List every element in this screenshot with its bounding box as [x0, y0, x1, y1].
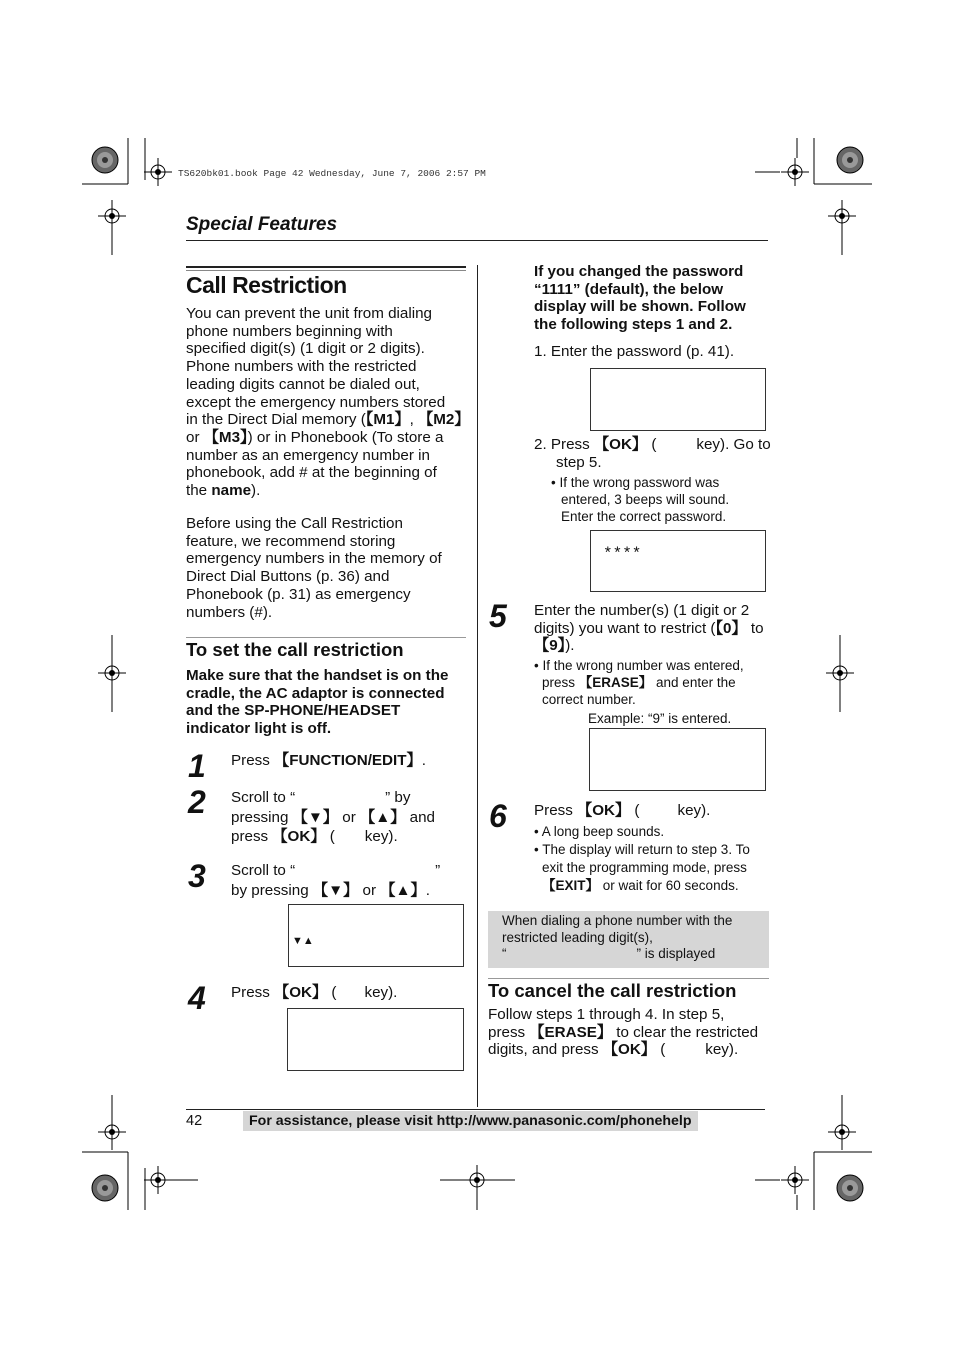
set-heading: To set the call restriction: [186, 639, 404, 660]
restriction-note-box: When dialing a phone number with the restricted leading digit(s), “ ” is displayed: [488, 911, 769, 968]
header-rule: [186, 240, 768, 241]
footer-rule: [186, 1109, 765, 1110]
section-title: Special Features: [186, 214, 338, 235]
password-note: If you changed the password “1111” (default), the below display will be shown. Follow the following steps 1 and 2.: [534, 263, 746, 334]
step-5-text: Enter the number(s) (1 digit or 2 digits) you want to restrict (【0】 to 【9】).: [534, 602, 764, 655]
assistance-banner: For assistance, please visit http://www.panasonic.com/phonehelp: [243, 1111, 698, 1131]
key-m3: 【M3】: [203, 428, 248, 446]
lcd-step-3: [288, 904, 464, 967]
step-5-number: 5: [489, 598, 507, 634]
title-double-rule: [186, 266, 466, 268]
page-number: 42: [186, 1113, 203, 1129]
page-title: Call Restriction: [186, 272, 347, 298]
intro-paragraph: You can prevent the unit from dialing phone numbers beginning with specified digit(s) (1 digit or 2 digits). Phone numbers with the restricted leading digits cannot be dialed out, except the emergency numbers stored in the Direct Dial memory (【M1】, 【M2】 or 【M3】) or in Phonebook (To store a number as an emergency number in phonebook, add # at the beginning of the name).: [186, 305, 470, 500]
substep-1: 1. Enter the password (p. 41).: [534, 343, 735, 360]
substep-2: 2. Press 【OK】 ( key). Go to step 5.: [534, 436, 771, 471]
step-6-bullets: • A long beep sounds. • The display will return to step 3. To exit the programming mode, press 【EXIT】 or wait for 60 seconds.: [534, 824, 750, 893]
wrong-number-bullet: • If the wrong number was entered, press 【ERASE】 and enter the correct number.: [534, 658, 744, 707]
key-m1: 【M1】: [365, 411, 410, 429]
step-3-text: Scroll to “ ” by pressing 【▼】 or 【▲】.: [231, 862, 441, 899]
step-6-number: 6: [489, 798, 507, 834]
step-6-text: Press 【OK】 ( key).: [534, 802, 711, 819]
lcd-example: [589, 728, 766, 791]
book-info: TS620bk01.book Page 42 Wednesday, June 7, 2006 2:57 PM: [178, 168, 486, 179]
step-1-number: 1: [188, 748, 206, 784]
step-2-text: Scroll to “ ” by pressing 【▼】 or 【▲】 and press 【OK】 ( key).: [231, 789, 435, 845]
set-precondition: Make sure that the handset is on the cradle, the AC adaptor is connected and the SP-PHONE/HEADSET indicator light is off.: [186, 667, 449, 738]
scroll-arrows-icon: ▼▲: [292, 935, 314, 947]
wrong-password-bullet: • If the wrong password was entered, 3 beeps will sound. Enter the correct password.: [551, 475, 730, 524]
lcd-stars: ****: [590, 530, 766, 592]
step-4-text: Press 【OK】 ( key).: [231, 984, 398, 1001]
step-3-number: 3: [188, 858, 206, 894]
column-divider: [477, 265, 478, 1107]
recommend-paragraph: Before using the Call Restriction feature, we recommend storing emergency numbers in the memory of Direct Dial Buttons (p. 36) and Phonebook (p. 31) as emergency numbers (#).: [186, 515, 442, 621]
cancel-text: Follow steps 1 through 4. In step 5, press 【ERASE】 to clear the restricted digits, and press 【OK】 ( key).: [488, 1006, 759, 1059]
lcd-password: [590, 368, 766, 431]
step-1-text: Press 【FUNCTION/EDIT】.: [231, 752, 426, 769]
step-4-number: 4: [188, 980, 206, 1016]
example-caption: Example: “9” is entered.: [588, 711, 732, 726]
cancel-heading: To cancel the call restriction: [488, 980, 737, 1001]
lcd-step-4: [287, 1008, 464, 1071]
key-m2: 【M2】: [418, 411, 470, 429]
step-2-number: 2: [188, 784, 206, 820]
